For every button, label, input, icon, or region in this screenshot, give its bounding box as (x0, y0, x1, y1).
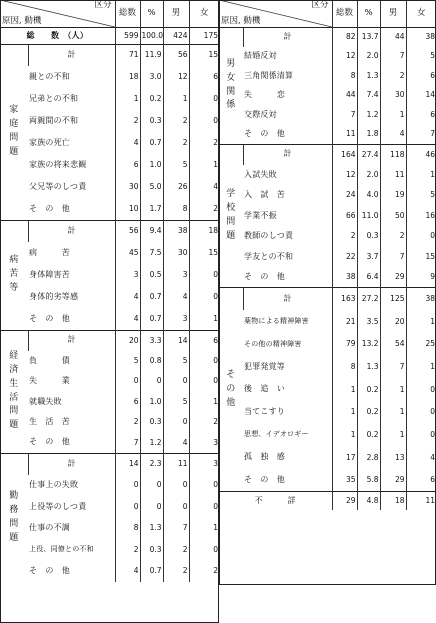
cell-pct: 0 (140, 371, 163, 392)
cell-total: 2 (115, 539, 140, 561)
cell-male: 7 (163, 518, 189, 540)
cell-total: 2 (332, 226, 357, 247)
cell-male: 11 (380, 165, 406, 186)
cell-male: 29 (380, 469, 406, 492)
cell-male: 4 (163, 433, 189, 454)
right-frame (219, 0, 436, 585)
cell-pct: 11.0 (357, 206, 380, 227)
cell-total: 12 (332, 165, 357, 186)
cell-female: 15 (406, 247, 436, 268)
cell-total: 0 (115, 475, 140, 497)
cell-male: 44 (380, 27, 406, 47)
row-label: そ の 他 (29, 203, 70, 213)
cell-male: 1 (380, 424, 406, 447)
cell-female: 0 (406, 226, 436, 247)
cell-pct: 100.0 (140, 27, 163, 44)
cell-total: 66 (332, 206, 357, 227)
row-label: 孤 独 感 (244, 452, 285, 462)
cell-pct: 0.2 (357, 378, 380, 401)
row-label: 教師のしつ責 (244, 231, 294, 241)
cell-pct: 9.4 (140, 220, 163, 242)
cell-pct: 6.4 (357, 267, 380, 288)
group-name: 家 庭 問 題 (0, 44, 28, 220)
cell-female: 7 (406, 125, 436, 145)
cell-female: 2 (189, 132, 219, 154)
cell-total: 10 (115, 198, 140, 220)
row-label: 失 恋 (244, 90, 285, 100)
cell-total: 35 (332, 469, 357, 492)
cell-female: 6 (189, 330, 219, 351)
cell-male: 0 (163, 371, 189, 392)
cell-male: 14 (163, 330, 189, 351)
cell-male: 1 (163, 88, 189, 110)
cell-female: 1 (189, 154, 219, 176)
cell-pct: 0.7 (140, 308, 163, 330)
row-label: そ の 他 (29, 437, 70, 447)
cell-pct: 0.2 (357, 424, 380, 447)
cell-total: 6 (115, 154, 140, 176)
cell-male: 38 (163, 220, 189, 242)
cell-female: 38 (406, 288, 436, 311)
cell-female: 0 (406, 378, 436, 401)
cell-total: 163 (332, 288, 357, 311)
cell-pct: 13.2 (357, 333, 380, 356)
cell-female: 1 (189, 518, 219, 540)
cell-total: 17 (332, 446, 357, 469)
cell-total: 4 (115, 308, 140, 330)
cell-total: 5 (115, 351, 140, 372)
cell-total: 12 (332, 47, 357, 67)
cell-total: 14 (115, 453, 140, 475)
cell-pct: 1.0 (140, 392, 163, 413)
cell-male: 18 (380, 492, 406, 510)
cell-female: 5 (406, 47, 436, 67)
row-label: 思想、イデオロギー (244, 430, 309, 439)
cell-female: 6 (406, 66, 436, 86)
cell-female: 16 (406, 206, 436, 227)
cell-male: 0 (163, 412, 189, 433)
cell-total: 56 (115, 220, 140, 242)
row-label: 就職失敗 (29, 396, 62, 406)
cell-total: 82 (332, 27, 357, 47)
cell-male: 4 (380, 125, 406, 145)
cell-pct: 5.8 (357, 469, 380, 492)
cell-male: 0 (163, 496, 189, 518)
cell-female: 6 (189, 66, 219, 88)
row-label: 計 (28, 220, 115, 242)
cell-male: 2 (163, 539, 189, 561)
header-female: 女 (406, 0, 436, 27)
cell-male: 1 (380, 105, 406, 125)
cell-male: 3 (163, 308, 189, 330)
row-label: 入試失敗 (244, 169, 277, 179)
cell-total: 3 (115, 264, 140, 286)
cell-female: 175 (189, 27, 219, 44)
cell-pct: 1.7 (140, 198, 163, 220)
header-female: 女 (189, 0, 219, 27)
row-label: 計 (243, 27, 332, 47)
cell-female: 0 (189, 88, 219, 110)
cell-pct: 3.3 (140, 330, 163, 351)
row-label: 病 苦 (29, 247, 70, 257)
row-label: その他の精神障害 (244, 339, 302, 348)
cell-pct: 4.0 (357, 185, 380, 206)
cell-male: 4 (163, 286, 189, 308)
row-label: 身体障害苦 (29, 269, 70, 279)
row-label: 薬物による精神障害 (244, 316, 309, 325)
cell-total: 18 (115, 66, 140, 88)
row-label: 仕事上の失敗 (29, 480, 79, 490)
cell-total: 2 (115, 412, 140, 433)
cell-male: 7 (380, 247, 406, 268)
cell-female: 4 (406, 446, 436, 469)
cell-female: 11 (406, 492, 436, 510)
cell-male: 20 (380, 310, 406, 333)
cell-pct: 0.7 (140, 561, 163, 583)
row-label: 生 活 苦 (29, 417, 70, 427)
row-label: そ の 他 (29, 313, 70, 323)
cell-total: 45 (115, 242, 140, 264)
row-label: 入 試 苦 (244, 190, 285, 200)
cell-male: 11 (163, 453, 189, 475)
row-label: 失 業 (29, 376, 70, 386)
row-label: 家族の将来悲観 (29, 159, 87, 169)
cell-pct: 0.3 (140, 110, 163, 132)
cell-female: 2 (189, 561, 219, 583)
cell-total: 4 (115, 286, 140, 308)
cell-total: 8 (115, 518, 140, 540)
row-label: 結婚反対 (244, 51, 277, 61)
cell-male: 56 (163, 44, 189, 66)
cell-total: 8 (332, 66, 357, 86)
cell-pct: 27.4 (357, 144, 380, 165)
cell-pct: 2.0 (357, 47, 380, 67)
cell-pct: 0.5 (140, 264, 163, 286)
group-name: 男 女 関 係 (219, 27, 243, 144)
cell-total: 6 (115, 392, 140, 413)
cell-female: 2 (189, 198, 219, 220)
cell-pct: 3.7 (357, 247, 380, 268)
cell-total: 2 (115, 110, 140, 132)
row-label: 両親間の不和 (29, 115, 79, 125)
header-cause: 原因, 動機 (221, 15, 261, 26)
row-label: 学友との不和 (244, 251, 294, 261)
cell-total: 0 (115, 371, 140, 392)
cell-female: 0 (189, 286, 219, 308)
cell-total: 1 (115, 88, 140, 110)
cell-pct: 0.3 (140, 539, 163, 561)
cell-total: 20 (115, 330, 140, 351)
cell-male: 5 (163, 351, 189, 372)
cell-pct: 27.2 (357, 288, 380, 311)
cell-female: 0 (189, 539, 219, 561)
row-label: 計 (243, 144, 332, 165)
cell-pct: 3.0 (140, 66, 163, 88)
cell-total: 38 (332, 267, 357, 288)
cell-female: 0 (189, 496, 219, 518)
cell-female: 0 (189, 264, 219, 286)
cell-female: 2 (189, 412, 219, 433)
header-pct: % (140, 0, 163, 27)
cell-pct: 1.0 (140, 154, 163, 176)
row-label: 仕事の不調 (29, 523, 70, 533)
cell-female: 25 (406, 333, 436, 356)
row-label: 負 債 (29, 355, 70, 365)
row-label: 家族の死亡 (29, 137, 70, 147)
cell-male: 3 (163, 264, 189, 286)
cell-female: 1 (189, 392, 219, 413)
cell-pct: 2.0 (357, 165, 380, 186)
row-label: 計 (28, 453, 115, 475)
cell-pct: 7.4 (357, 86, 380, 106)
cell-female: 0 (406, 401, 436, 424)
cell-female: 15 (189, 44, 219, 66)
cell-female: 15 (189, 242, 219, 264)
cell-total: 44 (332, 86, 357, 106)
cell-pct: 1.3 (357, 356, 380, 379)
cell-male: 118 (380, 144, 406, 165)
cell-female: 9 (406, 267, 436, 288)
cell-total: 164 (332, 144, 357, 165)
header-cause: 原因, 動機 (2, 15, 42, 26)
cell-female: 6 (406, 105, 436, 125)
cell-female: 0 (189, 351, 219, 372)
row-label: そ の 他 (29, 566, 70, 576)
header-male: 男 (380, 0, 406, 27)
cell-pct: 0.7 (140, 286, 163, 308)
row-label: 計 (28, 330, 115, 351)
cell-total: 24 (332, 185, 357, 206)
cell-female: 3 (189, 453, 219, 475)
group-name: 病 苦 等 (0, 220, 28, 330)
cell-female: 4 (189, 176, 219, 198)
summary-label: 総 数 （人） (0, 27, 115, 44)
cell-female: 18 (189, 220, 219, 242)
cell-pct: 0.2 (140, 88, 163, 110)
header-kubun: 区分 (94, 0, 112, 10)
cell-total: 0 (115, 496, 140, 518)
header-male: 男 (163, 0, 189, 27)
header-total: 総数 (115, 0, 140, 27)
cell-male: 26 (163, 176, 189, 198)
cell-pct: 3.5 (357, 310, 380, 333)
cell-female: 0 (189, 475, 219, 497)
row-label: 三角関係清算 (244, 70, 294, 80)
cell-total: 30 (115, 176, 140, 198)
cell-pct: 1.2 (140, 433, 163, 454)
row-label: 後 追 い (244, 384, 285, 394)
row-label: そ の 他 (244, 128, 285, 138)
cell-pct: 0.3 (140, 412, 163, 433)
cell-male: 1 (380, 378, 406, 401)
cell-pct: 1.3 (357, 66, 380, 86)
cell-female: 1 (406, 356, 436, 379)
cell-pct: 0.8 (140, 351, 163, 372)
cell-pct: 1.3 (140, 518, 163, 540)
cell-female: 5 (406, 185, 436, 206)
cell-female: 46 (406, 144, 436, 165)
cell-male: 424 (163, 27, 189, 44)
cell-total: 71 (115, 44, 140, 66)
row-label: 上役、同僚との不和 (29, 545, 94, 554)
cell-total: 11 (332, 125, 357, 145)
cell-male: 125 (380, 288, 406, 311)
cell-total: 4 (115, 561, 140, 583)
cell-female: 1 (189, 308, 219, 330)
cell-male: 30 (380, 86, 406, 106)
cell-male: 7 (380, 47, 406, 67)
cell-total: 7 (332, 105, 357, 125)
cell-female: 14 (406, 86, 436, 106)
cell-total: 1 (332, 378, 357, 401)
cell-pct: 1.2 (357, 105, 380, 125)
cell-female: 38 (406, 27, 436, 47)
cell-male: 2 (163, 561, 189, 583)
cell-pct: 11.9 (140, 44, 163, 66)
cell-total: 7 (115, 433, 140, 454)
cell-pct: 4.8 (357, 492, 380, 510)
cell-male: 2 (380, 226, 406, 247)
row-label: 親との不和 (29, 71, 70, 81)
cell-female: 3 (189, 433, 219, 454)
group-name: 学 校 問 題 (219, 144, 243, 288)
row-label: そ の 他 (244, 474, 285, 484)
cell-pct: 0.2 (357, 401, 380, 424)
cell-total: 599 (115, 27, 140, 44)
cell-female: 1 (406, 165, 436, 186)
cell-total: 29 (332, 492, 357, 510)
group-name: そ の 他 (219, 288, 243, 492)
cell-total: 21 (332, 310, 357, 333)
cell-pct: 2.8 (357, 446, 380, 469)
cell-female: 0 (189, 371, 219, 392)
cell-total: 1 (332, 424, 357, 447)
row-label: そ の 他 (244, 271, 285, 281)
row-label: 計 (28, 44, 115, 66)
cell-pct: 13.7 (357, 27, 380, 47)
cell-total: 1 (332, 401, 357, 424)
cell-male: 12 (163, 66, 189, 88)
cell-male: 0 (163, 475, 189, 497)
cell-female: 6 (406, 469, 436, 492)
cell-pct: 0.3 (357, 226, 380, 247)
row-label: 兄弟との不和 (29, 93, 79, 103)
row-label: 学業不振 (244, 210, 277, 220)
cell-male: 2 (380, 66, 406, 86)
row-label: 身体的劣等感 (29, 291, 79, 301)
cell-male: 5 (163, 392, 189, 413)
row-label: 交際反対 (244, 109, 277, 119)
cell-female: 0 (406, 424, 436, 447)
row-label: 犯罪発覚等 (244, 361, 285, 371)
fusho-label: 不 詳 (219, 492, 332, 510)
cell-male: 5 (163, 154, 189, 176)
cell-female: 0 (189, 110, 219, 132)
cell-total: 22 (332, 247, 357, 268)
cell-male: 29 (380, 267, 406, 288)
header-pct: % (357, 0, 380, 27)
cell-male: 2 (163, 132, 189, 154)
row-label: 計 (243, 288, 332, 311)
cell-male: 8 (163, 198, 189, 220)
group-name: 経 済 生 活 問 題 (0, 330, 28, 453)
cell-male: 54 (380, 333, 406, 356)
row-label: 当てこすり (244, 407, 285, 417)
cell-pct: 0 (140, 475, 163, 497)
cell-male: 19 (380, 185, 406, 206)
header-total: 総数 (332, 0, 357, 27)
row-label: 上役等のしつ責 (29, 501, 87, 511)
cell-female: 1 (406, 310, 436, 333)
header-kubun: 区分 (311, 0, 329, 10)
cell-male: 1 (380, 401, 406, 424)
cell-male: 7 (380, 356, 406, 379)
cell-pct: 7.5 (140, 242, 163, 264)
cell-pct: 0 (140, 496, 163, 518)
cell-male: 13 (380, 446, 406, 469)
cell-male: 2 (163, 110, 189, 132)
row-label: 父兄等のしつ責 (29, 181, 87, 191)
cell-pct: 2.3 (140, 453, 163, 475)
cell-total: 79 (332, 333, 357, 356)
cell-total: 4 (115, 132, 140, 154)
cell-pct: 0.7 (140, 132, 163, 154)
cell-total: 8 (332, 356, 357, 379)
cell-male: 50 (380, 206, 406, 227)
cell-pct: 5.0 (140, 176, 163, 198)
cell-male: 30 (163, 242, 189, 264)
cell-pct: 1.8 (357, 125, 380, 145)
group-name: 勤 務 問 題 (0, 453, 28, 582)
